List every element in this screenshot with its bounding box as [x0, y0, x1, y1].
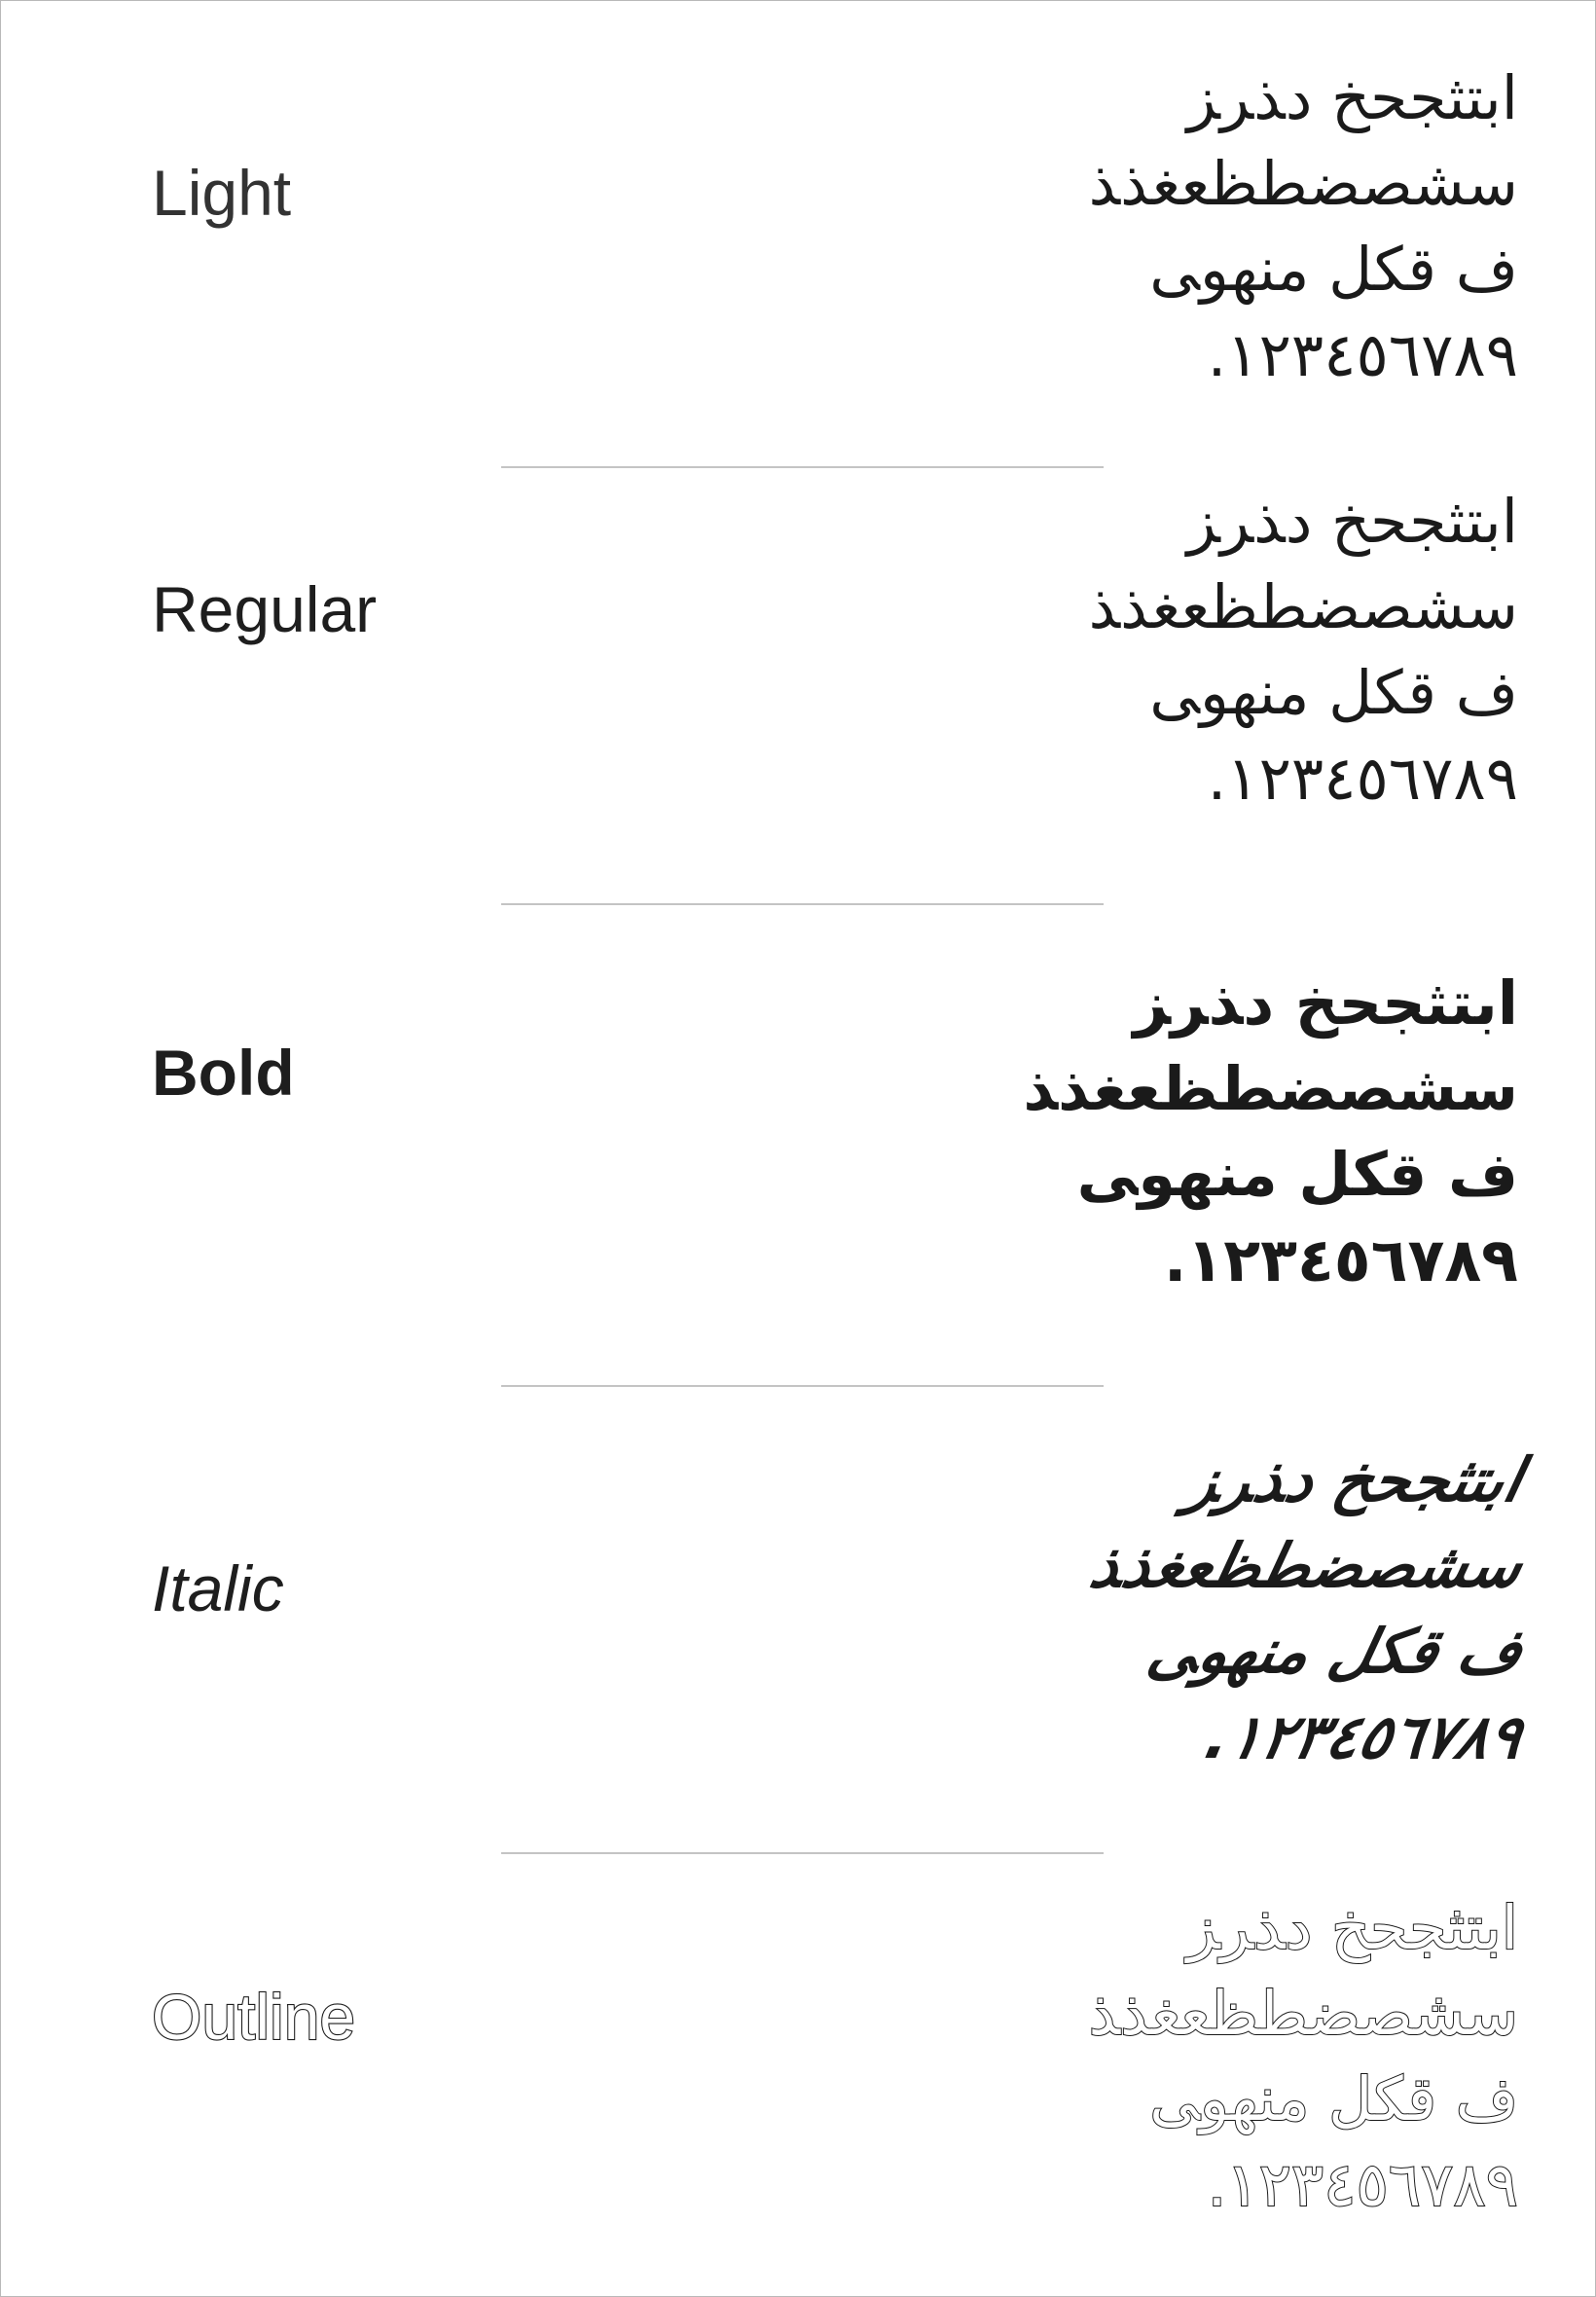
specimen-italic-line-2: س‍ش‍ص‍ض‍ط‍ظ‍ع‍غ‍ذ‍ذ — [1083, 1530, 1529, 1601]
specimen-outline-line-4: ١٢٣٤٥٦٧٨٩. — [1207, 2149, 1518, 2220]
specimen-regular-line-2: س‍ش‍ص‍ض‍ط‍ظ‍ع‍غ‍ذ‍ذ — [1088, 571, 1518, 642]
divider — [501, 1385, 1104, 1387]
style-label-light: Light — [152, 157, 292, 229]
specimen-italic-line-3: ف ق‍ك‍ل م‍ن‍ه‍و‍ى — [1141, 1616, 1529, 1687]
specimen-light-line-2: س‍ش‍ص‍ض‍ط‍ظ‍ع‍غ‍ذ‍ذ — [1088, 148, 1518, 219]
style-label-italic: Italic — [152, 1552, 284, 1624]
specimen-italic — [1083, 1444, 1529, 1793]
specimen-bold-line-3: ف ق‍ك‍ل م‍ن‍ه‍و‍ى — [1076, 1139, 1518, 1210]
specimen-bold-line-2: س‍ش‍ص‍ض‍ط‍ظ‍ع‍غ‍ذ‍ذ — [1023, 1053, 1518, 1124]
divider — [501, 466, 1104, 468]
specimen-bold — [1023, 967, 1518, 1316]
specimen-regular-line-1: اب‍ت‍ث‍ج‍ح‍خ د‍ذ‍ر‍ز — [1186, 486, 1518, 557]
specimen-bold-line-1: اب‍ت‍ث‍ج‍ح‍خ د‍ذ‍ر‍ز — [1133, 967, 1518, 1039]
specimen-bold-line-4: ١٢٣٤٥٦٧٨٩. — [1163, 1224, 1518, 1295]
specimen-regular-line-4: ١٢٣٤٥٦٧٨٩. — [1207, 743, 1518, 814]
divider — [501, 1852, 1104, 1854]
specimen-regular-line-3: ف ق‍ك‍ل م‍ن‍ه‍و‍ى — [1149, 657, 1518, 728]
style-label-regular: Regular — [152, 573, 378, 645]
specimen-outline-line-3: ف ق‍ك‍ل م‍ن‍ه‍و‍ى — [1149, 2063, 1518, 2134]
specimen-light — [1088, 62, 1518, 411]
specimen-italic-line-4: ١٢٣٤٥٦٧٨٩. — [1198, 1701, 1529, 1772]
style-label-bold: Bold — [152, 1037, 295, 1109]
divider — [501, 903, 1104, 905]
specimen-regular — [1088, 486, 1518, 834]
specimen-outline-line-1: اب‍ت‍ث‍ج‍ح‍خ د‍ذ‍ر‍ز — [1186, 1892, 1518, 1963]
specimen-light-line-1: اب‍ت‍ث‍ج‍ح‍خ د‍ذ‍ر‍ز — [1186, 62, 1518, 133]
specimen-italic-line-1: اب‍ت‍ث‍ج‍ح‍خ د‍ذ‍ر‍ز — [1179, 1444, 1529, 1515]
specimen-light-line-3: ف ق‍ك‍ل م‍ن‍ه‍و‍ى — [1149, 234, 1518, 305]
specimen-outline — [1088, 1892, 1518, 2241]
specimen-light-line-4: ١٢٣٤٥٦٧٨٩. — [1207, 319, 1518, 390]
specimen-outline-line-2: س‍ش‍ص‍ض‍ط‍ظ‍ع‍غ‍ذ‍ذ — [1088, 1978, 1518, 2049]
style-label-outline: Outline — [152, 1981, 356, 2053]
